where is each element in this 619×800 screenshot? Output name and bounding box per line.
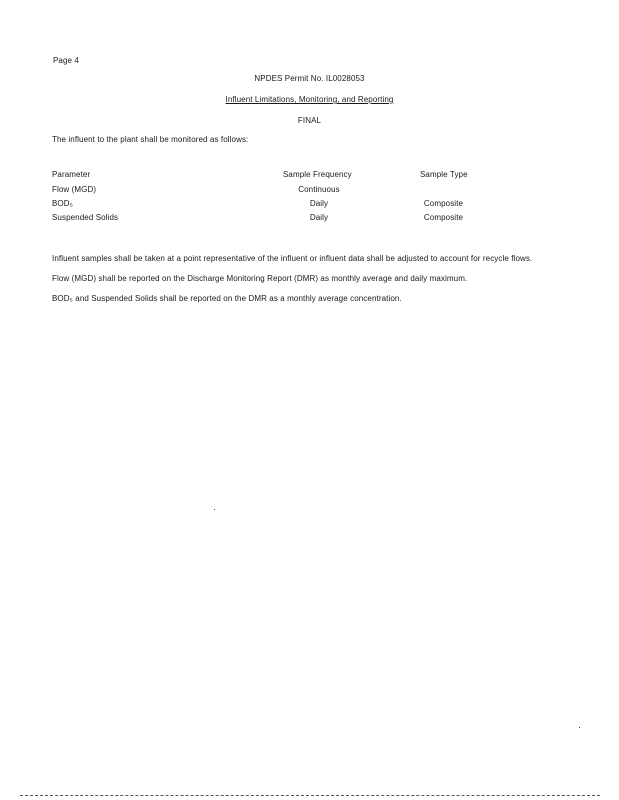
note-flow-reporting: Flow (MGD) shall be reported on the Discharge Monitoring Report (DMR) as monthly average and daily maximum. <box>52 274 468 283</box>
table-header-parameter: Parameter <box>52 170 91 179</box>
page-number: Page 4 <box>53 56 79 65</box>
note-bod-reporting: BOD₅ and Suspended Solids shall be reported on the DMR as a monthly average concentration. <box>52 294 402 303</box>
intro-text: The influent to the plant shall be monitored as follows: <box>52 135 249 144</box>
note-sampling-point: Influent samples shall be taken at a point representative of the influent or influent data shall be adjusted to account for recycle flows. <box>52 254 533 263</box>
scan-speck <box>214 509 215 510</box>
permit-number: NPDES Permit No. IL0028053 <box>254 74 365 83</box>
scan-artifact-line <box>20 795 600 796</box>
table-cell-parameter: Suspended Solids <box>52 213 119 222</box>
table-cell-frequency: Continuous <box>298 185 340 194</box>
document-status: FINAL <box>297 116 322 125</box>
table-cell-type: Composite <box>423 199 464 208</box>
table-header-type: Sample Type <box>420 170 468 179</box>
section-title: Influent Limitations, Monitoring, and Reporting <box>225 95 394 104</box>
table-cell-frequency: Daily <box>309 199 329 208</box>
table-header-frequency: Sample Frequency <box>283 170 352 179</box>
table-cell-parameter: BOD₅ <box>52 199 73 208</box>
table-cell-parameter: Flow (MGD) <box>52 185 97 194</box>
table-cell-frequency: Daily <box>309 213 329 222</box>
scan-speck <box>579 727 580 728</box>
table-cell-type: Composite <box>423 213 464 222</box>
